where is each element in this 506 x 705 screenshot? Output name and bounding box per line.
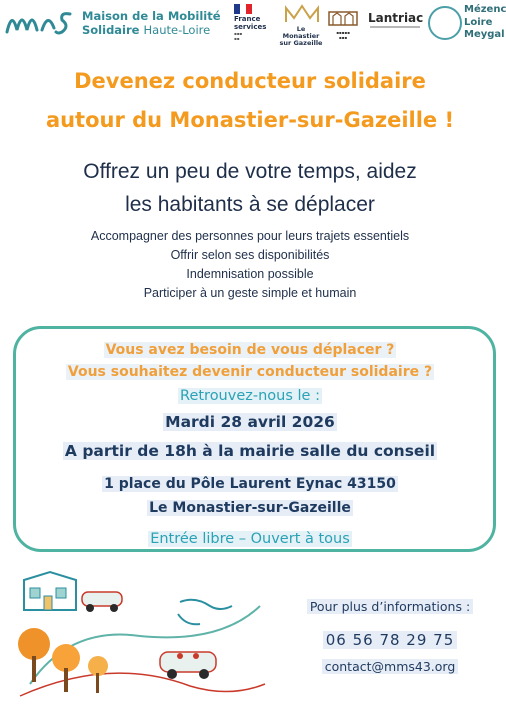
subtitle-line1: Offrez un peu de votre temps, aidez (83, 160, 417, 183)
page-title-line2: autour du Monastier-sur-Gazeille ! (45, 108, 455, 132)
benefit-item: Accompagner des personnes pour leurs trajets essentiels (90, 229, 410, 243)
find-us-label: Retrouvez-nous le : (180, 388, 320, 404)
france-services-label: France services (234, 15, 267, 31)
monastier-emblem-icon (282, 4, 322, 24)
benefit-item: Offrir selon ses disponibilités (170, 248, 330, 262)
benefit-item: Participer à un geste simple et humain (143, 286, 357, 300)
mms-logo-icon (4, 6, 74, 38)
mezenc-label: Mézenc Loire Meygal (464, 4, 506, 40)
header-logos (0, 0, 506, 47)
event-time-place: A partir de 18h à la mairie salle du conseil (64, 442, 436, 460)
tree-icon (52, 644, 80, 692)
entry-info: Entrée libre – Ouvert à tous (150, 531, 350, 547)
question-2: Vous souhaitez devenir conducteur solidaire ? (67, 364, 433, 380)
subtitle-line2: les habitants à se déplacer (125, 193, 375, 216)
car-icon (82, 592, 122, 612)
mms-line2: Solidaire Haute-Loire (82, 23, 211, 37)
community-crest-icon (327, 8, 359, 26)
mezenc-ring-icon (428, 6, 462, 40)
house-icon (24, 572, 76, 610)
contact-label: Pour plus d’informations : (290, 599, 490, 614)
france-services-tagline: ▪▪▪ ▪▪ (234, 31, 243, 41)
mms-line1: Maison de la Mobilité (82, 9, 221, 23)
tree-icon (18, 628, 50, 682)
event-address-line1: 1 place du Pôle Laurent Eynac 43150 (104, 476, 396, 492)
mezenc-logo (428, 4, 506, 44)
village-car-illustration (10, 566, 270, 701)
monastier-label: Le Monastier sur Gazeille (279, 25, 323, 47)
mms-logo-text (82, 9, 221, 37)
monastier-logo (278, 4, 324, 47)
event-address-line2: Le Monastier-sur-Gazeille (149, 500, 351, 516)
benefit-item: Indemnisation possible (186, 267, 314, 281)
contact-email[interactable]: contact@mms43.org (290, 659, 490, 674)
car-icon (160, 652, 216, 679)
lantriac-logo: Lantriac (368, 11, 424, 25)
question-1: Vous avez besoin de vous déplacer ? (105, 342, 395, 358)
community-caption: ▪▪▪▪▪ ▪▪▪ (336, 30, 350, 40)
contact-phone[interactable]: 06 56 78 29 75 (290, 631, 490, 649)
event-date: Mardi 28 avril 2026 (165, 413, 335, 431)
community-logo (327, 8, 359, 38)
event-card (13, 326, 496, 552)
lantriac-underline (370, 26, 420, 28)
french-flag-icon (234, 4, 252, 14)
page-title-line1: Devenez conducteur solidaire (74, 69, 426, 93)
france-services-logo (234, 4, 274, 44)
